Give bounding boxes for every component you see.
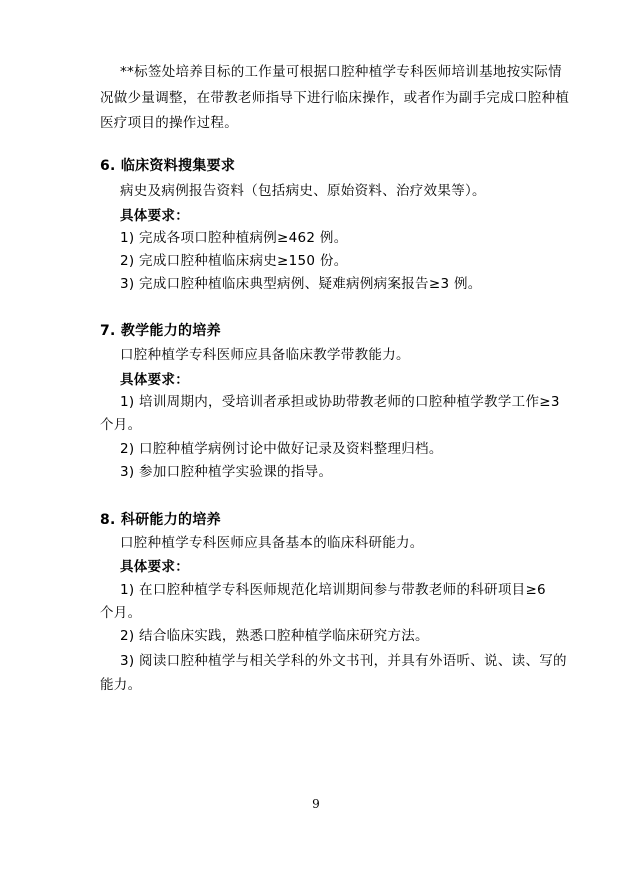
section-8-req-label: 具体要求： bbox=[120, 559, 189, 575]
intro-line-1: **标签处培养目标的工作量可根据口腔种植学专科医师培训基地按实际情 bbox=[120, 64, 562, 80]
section-8-item-1-cont: 个月。 bbox=[100, 605, 142, 621]
section-8-heading: 8. 科研能力的培养 bbox=[100, 512, 221, 528]
section-7-item-1: 1) 培训周期内，受培训者承担或协助带教老师的口腔种植学教学工作≥3 bbox=[120, 394, 560, 410]
section-8-summary: 口腔种植学专科医师应具备基本的临床科研能力。 bbox=[120, 535, 424, 551]
section-7-heading: 7. 教学能力的培养 bbox=[100, 323, 221, 339]
section-6-item-3: 3) 完成口腔种植临床典型病例、疑难病例病案报告≥3 例。 bbox=[120, 276, 482, 292]
section-7-summary: 口腔种植学专科医师应具备临床教学带教能力。 bbox=[120, 347, 410, 363]
section-6-item-2: 2) 完成口腔种植临床病史≥150 份。 bbox=[120, 253, 348, 269]
page-number: 9 bbox=[312, 797, 320, 811]
section-6-item-1: 1) 完成各项口腔种植病例≥462 例。 bbox=[120, 230, 348, 246]
section-6-summary: 病史及病例报告资料（包括病史、原始资料、治疗效果等）。 bbox=[120, 183, 486, 199]
section-6-req-label: 具体要求： bbox=[120, 208, 189, 224]
section-8-item-3: 3) 阅读口腔种植学与相关学科的外文书刊，并具有外语听、说、读、写的 bbox=[120, 653, 567, 669]
section-7-item-2: 2) 口腔种植学病例讨论中做好记录及资料整理归档。 bbox=[120, 441, 443, 457]
section-8-item-3-cont: 能力。 bbox=[100, 677, 142, 693]
section-7-item-3: 3) 参加口腔种植学实验课的指导。 bbox=[120, 464, 333, 480]
intro-line-2: 况做少量调整，在带教老师指导下进行临床操作，或者作为副手完成口腔种植 bbox=[100, 90, 570, 106]
section-6-heading: 6. 临床资料搜集要求 bbox=[100, 158, 236, 174]
section-7-req-label: 具体要求： bbox=[120, 372, 189, 388]
section-8-item-2: 2) 结合临床实践，熟悉口腔种植学临床研究方法。 bbox=[120, 628, 429, 644]
section-7-item-1-cont: 个月。 bbox=[100, 417, 142, 433]
intro-line-3: 医疗项目的操作过程。 bbox=[100, 115, 238, 131]
section-8-item-1: 1) 在口腔种植学专科医师规范化培训期间参与带教老师的科研项目≥6 bbox=[120, 582, 546, 598]
